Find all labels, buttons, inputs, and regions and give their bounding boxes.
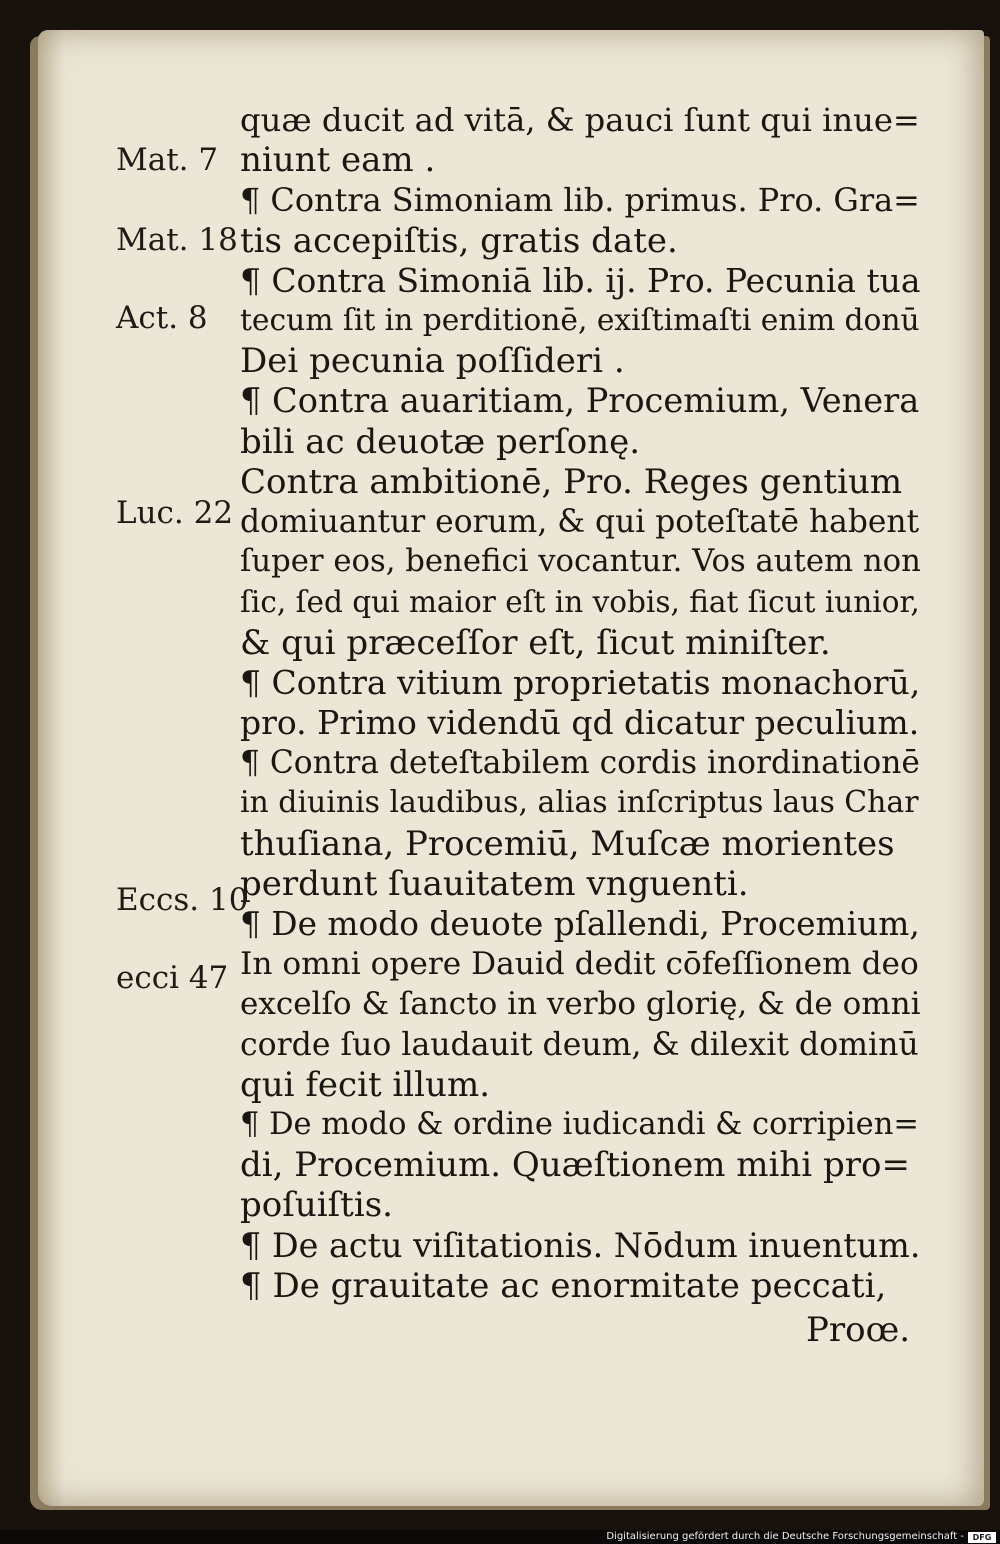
margin-note-act-8: Act. 8 [116,300,208,336]
text-line: thuſiana, Procemiū, Muſcæ morientes [240,824,895,864]
text-line: perdunt ſuauitatem vnguenti. [240,864,749,904]
text-line: ¶ De modo deuote pſallendi, Procemium, [240,905,920,943]
text-line: ¶ De grauitate ac enormitate peccati, [240,1266,887,1306]
text-line: ¶ Contra Simoniā lib. ij. Pro. Pecunia tua [240,261,921,300]
text-line: ¶ De actu viſitationis. Nōdum inuentum. [240,1226,921,1265]
margin-note-eccs-10: Eccs. 10 [116,882,249,918]
text-line: poſuiſtis. [240,1185,393,1225]
text-line: ſuper eos, benefici vocantur. Vos autem non [240,544,921,579]
text-line: ¶ Contra vitium proprietatis monachorū, [240,663,921,702]
text-line: tecum ſit in perditionē, exiſtimaſti enim donū [240,303,920,338]
text-line: In omni opere Dauid dedit cōfeſſionem deo [240,946,919,982]
text-line: ſic, ſed qui maior eſt in vobis, fiat ſicut iunior, [240,585,920,619]
text-line: Dei pecunia poſſideri . [240,341,625,381]
text-line: domiuantur eorum, & qui poteſtatē habent [240,504,920,540]
page-gutter-shadow [38,30,64,1506]
text-line: & qui præceſſor eſt, ſicut miniſter. [240,623,831,663]
text-line: ¶ De modo & ordine iudicandi & corripien= [240,1107,919,1142]
text-line: in diuinis laudibus, alias inſcriptus laus Char [240,785,919,820]
text-line: ¶ Contra auaritiam, Procemium, Venera [240,381,920,420]
text-line: niunt eam . [240,140,436,180]
text-line: tis accepiſtis, gratis date. [240,221,678,261]
catchword: Proœ. [806,1310,911,1350]
text-line: ¶ Contra Simoniam lib. primus. Pro. Gra= [240,181,920,219]
text-line: ¶ Contra deteſtabilem cordis inordinationē [240,745,920,781]
text-line: quæ ducit ad vitā, & pauci ſunt qui inue= [240,101,920,139]
text-line: Contra ambitionē, Pro. Reges gentium [240,462,903,502]
digitization-credit: Digitalisierung gefördert durch die Deutsche Forschungsgemeinschaft - [606,1531,964,1542]
margin-note-ecci-47: ecci 47 [116,960,229,996]
dfg-logo: DFG [968,1532,996,1543]
text-line: qui fecit illum. [240,1065,491,1105]
text-line: corde ſuo laudauit deum, & dilexit dominū [240,1027,919,1063]
text-line: excelſo & ſancto in verbo glorię, & de omni [240,986,921,1022]
text-line: pro. Primo videndū qd dicatur peculium. [240,703,920,742]
margin-note-mat-7: Mat. 7 [116,142,219,178]
margin-note-luc-22: Luc. 22 [116,495,234,531]
text-line: di, Procemium. Quæſtionem mihi pro= [240,1145,910,1185]
margin-note-mat-18: Mat. 18 [116,222,238,258]
text-line: bili ac deuotæ perſonę. [240,422,641,462]
